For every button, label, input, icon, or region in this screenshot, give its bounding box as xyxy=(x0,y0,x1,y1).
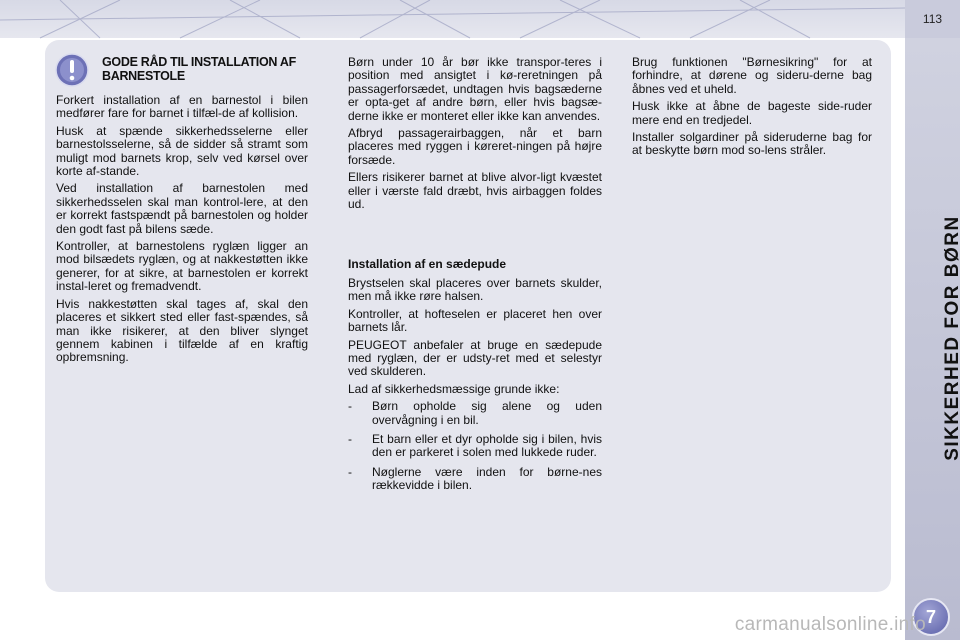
watermark: carmanualsonline.info xyxy=(734,614,926,635)
paragraph: Kontroller, at hofteselen er placeret hen over barnets lår. xyxy=(348,306,602,335)
warning-icon xyxy=(55,53,89,87)
bullet-text: Et barn eller et dyr opholde sig i bilen, hvis den er parkeret i solen med lukkede ruder. xyxy=(372,431,602,460)
paragraph: Forkert installation af en barnestol i bilen medfører fare for barnet i tilfæl-de af kollision. xyxy=(56,93,308,121)
paragraph: Børn under 10 år bør ikke transpor-teres i position med ansigtet i kø-reretningen på passagerforsædet, undtagen hvis bagsæderne er opta-get af andre børn, eller hvis bagsæ-derne ikke er monteret eller ikke kan anvendes. xyxy=(348,55,602,123)
bullet-text: Nøglerne være inden for børne-nes rækkevidde i bilen. xyxy=(372,464,602,493)
paragraph: Husk at spænde sikkerhedsselerne eller barnestolsselerne, så de sidder så stramt som muligt mod barnets krop, selv ved kørsel over korte af-stande. xyxy=(56,123,308,179)
bullet-dash: - xyxy=(348,431,352,446)
bullet-dash: - xyxy=(348,464,352,479)
paragraph: Installer solgardiner på sideruderne bag for at beskytte børn mod so-lens stråler. xyxy=(632,130,872,158)
column-3 xyxy=(632,56,872,162)
column-2 xyxy=(348,56,602,499)
paragraph: Husk ikke at åbne de bageste side-ruder mere end en tredjedel. xyxy=(632,99,872,127)
paragraph: Brug funktionen "Børnesikring" for at forhindre, at dørene og sideru-derne bag åbnes ved et uheld. xyxy=(632,55,872,96)
paragraph: Kontroller, at barnestolens ryglæn ligger an mod bilsædets ryglæn, og at nakkestøtten ikke generer, for at sikre, at barnestolen er korrekt instal-leret og fremadvendt. xyxy=(56,239,308,294)
list-item xyxy=(348,433,602,460)
chapter-number-badge: 7 xyxy=(912,598,950,636)
header-pattern xyxy=(0,0,905,38)
paragraph: Ellers risikerer barnet at blive alvor-ligt kvæstet eller i værste fald dræbt, hvis airbaggen foldes ud. xyxy=(348,170,602,212)
chapter-sidebar: SIKKERHED FOR BØRN 7 xyxy=(905,38,960,640)
paragraph: Lad af sikkerhedsmæssige grunde ikke: xyxy=(348,381,560,396)
list-item xyxy=(348,400,602,427)
bullet-text: Børn opholde sig alene og uden overvågning i en bil. xyxy=(372,399,602,427)
page-number: 113 xyxy=(905,0,960,38)
paragraph: Brystselen skal placeres over barnets skulder, men må ikke røre halsen. xyxy=(348,275,602,304)
list-item xyxy=(348,466,602,493)
paragraph: Afbryd passagerairbaggen, når et barn placeres med ryggen i køreret-ningen på højre forsæde. xyxy=(348,126,602,167)
column-1 xyxy=(56,94,308,369)
paragraph: Ved installation af barnestolen med sikkerhedsselen skal man kontrol-lere, at den er korrekt fastspændt på barnestolen og holder den godt fast på bilens sæde. xyxy=(56,181,308,236)
header-band xyxy=(0,0,905,38)
paragraph: PEUGEOT anbefaler at bruge en sædepude med ryglæn, der er udsty-ret med et selestyr ved skulderen. xyxy=(348,337,602,379)
bullet-dash: - xyxy=(348,399,352,414)
section-heading: GODE RÅD TIL INSTALLATION AF BARNESTOLE xyxy=(102,55,296,83)
subheading-booster-seat: Installation af en sædepude xyxy=(348,257,507,272)
paragraph: Hvis nakkestøtten skal tages af, skal den placeres et sikkert sted eller fast-spændes, så man ikke risikerer, at den bliver slynget gennem kabinen i tilfælde af en kraftig opbremsning. xyxy=(56,296,308,365)
